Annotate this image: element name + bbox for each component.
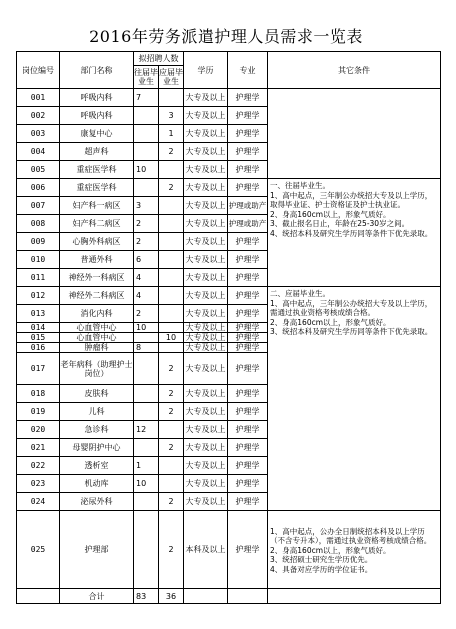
non-grad-cell	[134, 107, 159, 125]
post-no-cell: 016	[17, 343, 60, 353]
post-no-cell: 021	[17, 439, 60, 457]
conditions-heading: 二、应届毕业生。	[270, 289, 330, 298]
non-grad-cell	[134, 353, 159, 385]
dept-cell: 神经外二科病区	[60, 287, 134, 305]
fresh-grad-cell	[159, 457, 184, 475]
major-cell: 护理学	[228, 287, 268, 305]
dept-cell: 急诊科	[60, 421, 134, 439]
education-cell: 大专及以上	[184, 421, 228, 439]
education-cell: 大专及以上	[184, 269, 228, 287]
conditions-item: 4、具备对应学历的学位证书。	[270, 564, 373, 574]
fresh-grad-cell	[159, 89, 184, 107]
non-grad-cell	[134, 493, 159, 511]
non-grad-cell	[134, 333, 159, 343]
conditions-item: 3、截止报名日止，年龄在25-30岁之间。	[270, 219, 410, 228]
major-cell: 护理学	[228, 107, 268, 125]
post-no-cell: 023	[17, 475, 60, 493]
header-plan-count: 拟招聘人数	[134, 52, 184, 66]
post-no-cell: 022	[17, 457, 60, 475]
education-cell: 大专及以上	[184, 179, 228, 197]
education-cell: 大专及以上	[184, 493, 228, 511]
major-cell: 护理学	[228, 305, 268, 323]
dept-cell: 老年病科（助理护士岗位）	[60, 353, 134, 385]
header-non-grad: 往届毕业生	[134, 66, 159, 89]
non-grad-cell: 7	[134, 89, 159, 107]
table-row	[17, 287, 441, 305]
fresh-grad-cell: 3	[159, 107, 184, 125]
post-no-cell: 014	[17, 323, 60, 333]
education-cell: 大专及以上	[184, 403, 228, 421]
non-grad-cell	[134, 511, 159, 589]
conditions-cell-fresh-grad	[268, 287, 441, 511]
total-fresh-grad: 36	[159, 589, 184, 604]
conditions-item: 1、高中起点，三年制公办统招大专及以上学历，取得毕业证、护士资格证及护士执业证。	[270, 190, 433, 209]
post-no-cell: 002	[17, 107, 60, 125]
non-grad-cell: 3	[134, 197, 159, 215]
non-grad-cell: 1	[134, 457, 159, 475]
education-cell: 大专及以上	[184, 287, 228, 305]
conditions-item: 2、身高160cm以上，形象气质好。	[270, 317, 391, 327]
post-no-cell: 007	[17, 197, 60, 215]
fresh-grad-cell: 2	[159, 353, 184, 385]
education-cell: 大专及以上	[184, 125, 228, 143]
dept-cell: 泌尿外科	[60, 493, 134, 511]
major-cell: 护理学	[228, 385, 268, 403]
education-cell: 大专及以上	[184, 457, 228, 475]
post-no-cell: 018	[17, 385, 60, 403]
total-major-cell	[228, 589, 268, 604]
major-cell: 护理学	[228, 421, 268, 439]
dept-cell: 超声科	[60, 143, 134, 161]
dept-cell: 母婴阴护中心	[60, 439, 134, 457]
conditions-heading: 一、往届毕业生。	[270, 181, 330, 190]
fresh-grad-cell: 2	[159, 179, 184, 197]
fresh-grad-cell	[159, 161, 184, 179]
non-grad-cell	[134, 179, 159, 197]
major-cell: 护理学	[228, 89, 268, 107]
header-education: 学历	[184, 52, 228, 89]
post-no-cell: 012	[17, 287, 60, 305]
education-cell: 大专及以上	[184, 107, 228, 125]
major-cell: 护理学	[228, 333, 268, 343]
total-row	[17, 589, 441, 604]
education-cell: 大专及以上	[185, 333, 226, 342]
major-cell: 护理学	[228, 511, 268, 589]
conditions-item: 4、统招本科及研究生学历同等条件下优先录取。	[270, 228, 433, 238]
education-cell: 大专及以上	[184, 161, 228, 179]
non-grad-cell: 10	[134, 161, 159, 179]
non-grad-cell	[134, 439, 159, 457]
post-no-cell: 011	[17, 269, 60, 287]
fresh-grad-cell	[159, 343, 184, 353]
major-cell: 护理学	[228, 323, 268, 333]
non-grad-cell	[134, 143, 159, 161]
education-cell: 大专及以上	[184, 305, 228, 323]
post-no-cell: 005	[17, 161, 60, 179]
major-cell: 护理或助产	[228, 215, 268, 233]
major-cell: 护理学	[228, 233, 268, 251]
header-major: 专业	[228, 52, 268, 89]
post-no-cell: 019	[17, 403, 60, 421]
fresh-grad-cell: 2	[159, 493, 184, 511]
post-no-cell: 024	[17, 493, 60, 511]
education-cell: 大专及以上	[184, 197, 228, 215]
fresh-grad-cell: 2	[159, 385, 184, 403]
education-cell: 大专及以上	[184, 89, 228, 107]
conditions-cell-bachelor	[268, 511, 441, 589]
post-no-cell: 008	[17, 215, 60, 233]
header-fresh-grad: 应届毕业生	[159, 66, 184, 89]
dept-cell: 心血管中心	[60, 333, 134, 343]
major-cell: 护理学	[228, 143, 268, 161]
table-row	[17, 511, 441, 589]
major-cell: 护理学	[228, 125, 268, 143]
fresh-grad-cell	[159, 233, 184, 251]
post-no-cell: 017	[17, 353, 60, 385]
dept-cell: 儿科	[60, 403, 134, 421]
major-cell: 护理学	[228, 439, 268, 457]
header-dept: 部门名称	[60, 52, 134, 89]
dept-cell: 机动库	[60, 475, 134, 493]
non-grad-cell	[134, 403, 159, 421]
total-label: 合计	[60, 589, 134, 604]
major-cell: 护理学	[228, 457, 268, 475]
major-cell: 护理学	[228, 343, 268, 353]
fresh-grad-cell	[159, 215, 184, 233]
education-cell: 大专及以上	[185, 343, 226, 352]
fresh-grad-cell	[159, 475, 184, 493]
fresh-grad-cell: 2	[159, 403, 184, 421]
conditions-item: 3、统招本科及研究生学历同等条件下优先录取。	[270, 327, 433, 336]
non-grad-cell: 2	[134, 215, 159, 233]
fresh-grad-cell	[159, 197, 184, 215]
dept-cell: 康复中心	[60, 125, 134, 143]
post-no-cell: 020	[17, 421, 60, 439]
post-no-cell: 006	[17, 179, 60, 197]
total-conditions-cell	[268, 589, 441, 604]
total-post-no-cell	[17, 589, 60, 604]
non-grad-cell: 12	[134, 421, 159, 439]
dept-cell: 呼吸内科	[60, 89, 134, 107]
dept-cell: 护理部	[60, 511, 134, 589]
education-cell: 大专及以上	[184, 215, 228, 233]
education-cell: 大专及以上	[185, 323, 226, 332]
non-grad-cell: 8	[134, 343, 159, 353]
recruitment-table	[16, 51, 441, 604]
education-cell: 大专及以上	[184, 143, 228, 161]
non-grad-cell: 10	[134, 323, 159, 333]
total-non-grad: 83	[134, 589, 159, 604]
post-no-cell: 010	[17, 251, 60, 269]
post-no-cell: 001	[17, 89, 60, 107]
fresh-grad-cell: 2	[159, 511, 184, 589]
dept-cell: 心胸外科病区	[60, 233, 134, 251]
conditions-item: 2、身高160cm以上，形象气质好。	[270, 209, 391, 219]
dept-cell: 妇产科二病区	[60, 215, 134, 233]
conditions-item: 3、统招硕士研究生学历优先。	[270, 555, 373, 565]
non-grad-cell	[134, 125, 159, 143]
education-cell: 大专及以上	[184, 233, 228, 251]
non-grad-cell: 6	[134, 251, 159, 269]
post-no-cell: 003	[17, 125, 60, 143]
dept-cell: 普通外科	[60, 251, 134, 269]
major-cell: 护理学	[228, 353, 268, 385]
major-cell: 护理学	[228, 161, 268, 179]
dept-cell: 重症医学科	[60, 179, 134, 197]
dept-cell: 神经外一科病区	[60, 269, 134, 287]
fresh-grad-cell	[159, 323, 184, 333]
dept-cell: 透析室	[60, 457, 134, 475]
conditions-cell-non-grad	[268, 179, 441, 287]
fresh-grad-cell: 2	[159, 143, 184, 161]
conditions-blank-cell	[268, 89, 441, 179]
conditions-item: 1、高中起点，三年制公办统招大专及以上学历，需通过执业资格考核成绩合格。	[270, 298, 433, 317]
fresh-grad-cell: 1	[159, 125, 184, 143]
page-title: 2016年劳务派遣护理人员需求一览表	[89, 27, 363, 46]
education-cell: 大专及以上	[184, 385, 228, 403]
non-grad-cell	[134, 385, 159, 403]
fresh-grad-cell	[159, 287, 184, 305]
conditions-item: 1、高中起点，公办全日制统招本科及以上学历（不含专升本），需通过执业资格考核成绩合格。	[270, 526, 432, 546]
table-row	[17, 89, 441, 107]
post-no-cell: 013	[17, 305, 60, 323]
education-cell: 大专及以上	[184, 251, 228, 269]
fresh-grad-cell	[159, 305, 184, 323]
education-cell: 大专及以上	[184, 439, 228, 457]
fresh-grad-cell: 10	[159, 333, 184, 343]
non-grad-cell: 10	[134, 475, 159, 493]
fresh-grad-cell: 2	[159, 439, 184, 457]
post-no-cell: 015	[17, 333, 60, 343]
dept-cell: 呼吸内科	[60, 107, 134, 125]
fresh-grad-cell	[159, 421, 184, 439]
education-cell: 大专及以上	[184, 353, 228, 385]
fresh-grad-cell	[159, 269, 184, 287]
non-grad-cell: 4	[134, 269, 159, 287]
major-cell: 护理学	[228, 403, 268, 421]
post-no-cell: 025	[17, 511, 60, 589]
header-post-no: 岗位编号	[17, 52, 60, 89]
dept-cell: 心血管中心	[60, 323, 134, 333]
conditions-item: 2、身高160cm以上，形象气质好。	[270, 545, 391, 555]
dept-cell: 肿瘤科	[60, 343, 134, 353]
non-grad-cell: 2	[134, 233, 159, 251]
dept-cell: 重症医学科	[60, 161, 134, 179]
major-cell: 护理学	[228, 493, 268, 511]
major-cell: 护理或助产	[228, 197, 268, 215]
major-cell: 护理学	[228, 475, 268, 493]
non-grad-cell: 4	[134, 287, 159, 305]
table-row	[17, 179, 441, 197]
post-no-cell: 009	[17, 233, 60, 251]
education-cell: 大专及以上	[184, 475, 228, 493]
major-cell: 护理学	[228, 179, 268, 197]
post-no-cell: 004	[17, 143, 60, 161]
dept-cell: 皮肤科	[60, 385, 134, 403]
major-cell: 护理学	[228, 251, 268, 269]
dept-cell: 消化内科	[60, 305, 134, 323]
fresh-grad-cell	[159, 251, 184, 269]
education-cell: 本科及以上	[184, 511, 228, 589]
non-grad-cell: 2	[134, 305, 159, 323]
dept-cell: 妇产科一病区	[60, 197, 134, 215]
total-education-cell	[184, 589, 228, 604]
header-conditions: 其它条件	[268, 52, 441, 89]
major-cell: 护理学	[228, 269, 268, 287]
